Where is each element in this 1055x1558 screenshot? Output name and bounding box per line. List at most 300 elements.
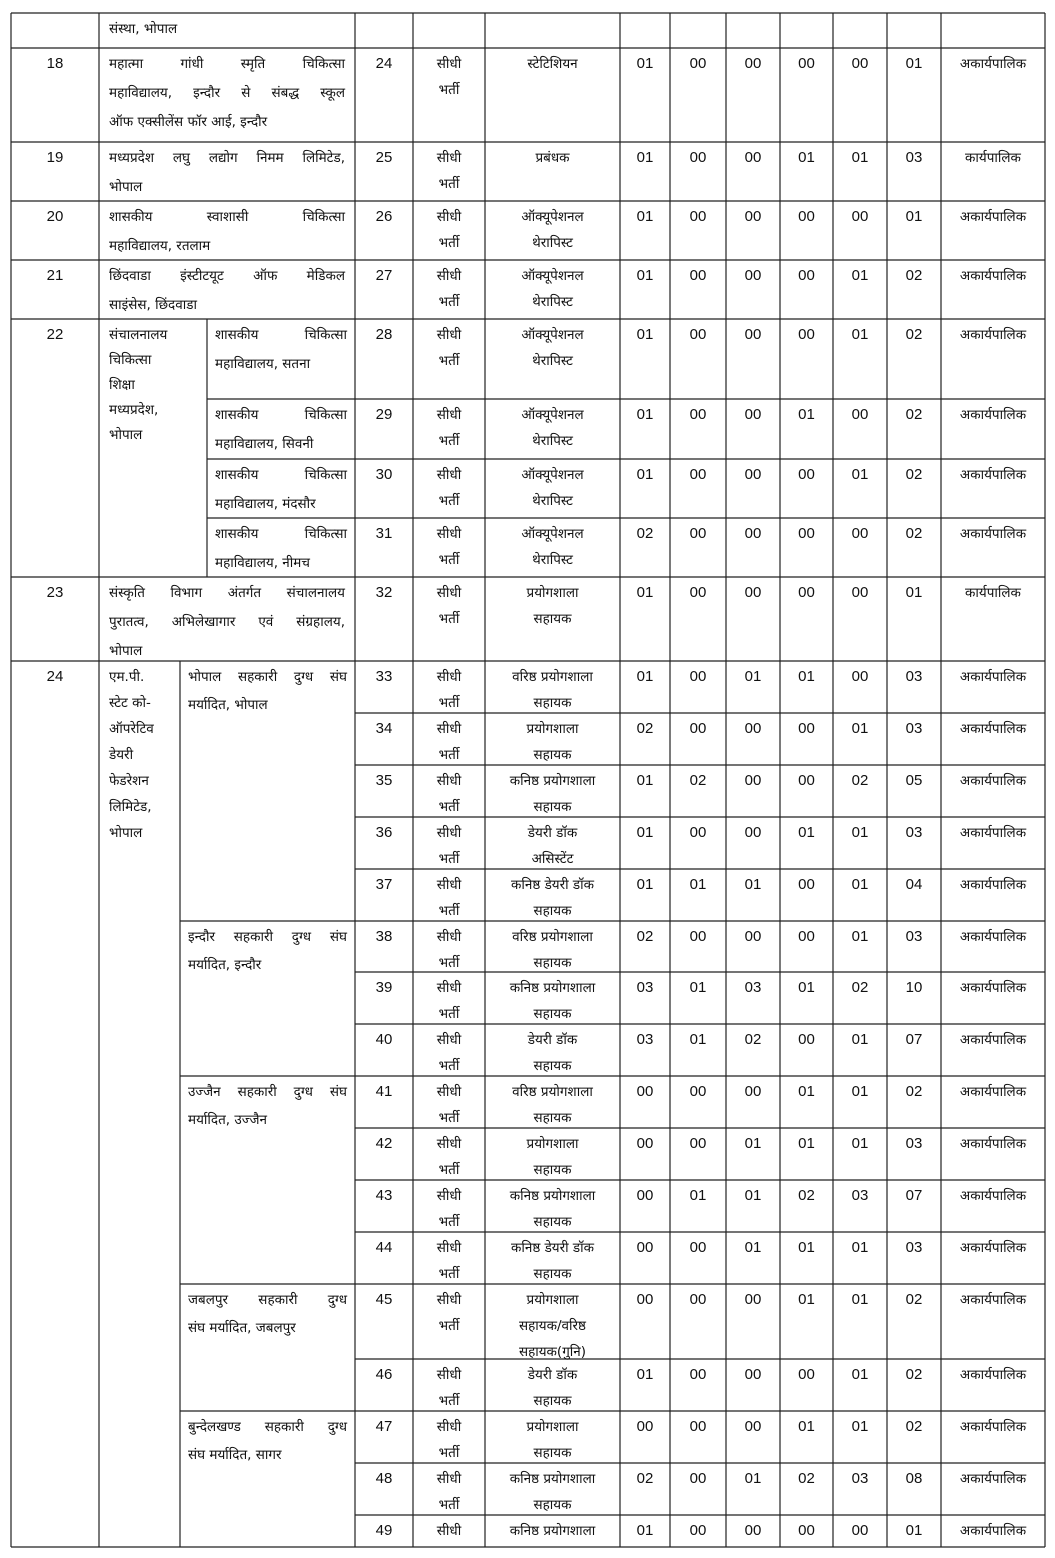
vacancy-count: 00 xyxy=(689,406,707,423)
serial-number: 20 xyxy=(46,208,64,225)
recruitment-mode: भर्ती xyxy=(438,552,460,568)
vacancy-count: 01 xyxy=(851,928,869,945)
vacancy-count: 00 xyxy=(689,1291,707,1308)
parent-department-name: फेडरेशन xyxy=(109,773,149,789)
serial-number: 24 xyxy=(46,668,64,685)
vacancy-count: 03 xyxy=(636,979,654,996)
post-name: प्रयोगशाला xyxy=(526,585,579,601)
vacancy-count: 01 xyxy=(851,267,869,284)
vacancy-count: 02 xyxy=(851,772,869,789)
vacancy-count: 03 xyxy=(905,824,923,841)
post-name: सहायक xyxy=(533,1266,572,1282)
recruitment-mode: सीधी xyxy=(436,929,462,945)
vacancy-count: 02 xyxy=(636,525,654,542)
parent-department-name: भोपाल xyxy=(109,825,143,841)
vacancy-count: 01 xyxy=(851,326,869,343)
vacancy-count: 00 xyxy=(689,1135,707,1152)
recruitment-mode: भर्ती xyxy=(438,1393,460,1409)
vacancy-count: 01 xyxy=(851,1291,869,1308)
vacancy-count: 01 xyxy=(851,149,869,166)
post-class: अकार्यपालिक xyxy=(959,1471,1027,1487)
post-name: सहायक xyxy=(533,1445,572,1461)
vacancy-count: 00 xyxy=(689,466,707,483)
post-name: थेरापिस्ट xyxy=(532,294,573,310)
vacancy-count: 00 xyxy=(689,1470,707,1487)
vacancy-count: 01 xyxy=(689,876,707,893)
vacancy-count: 01 xyxy=(798,406,815,423)
department-name: साइंसेस, छिंदवाडा xyxy=(109,297,197,313)
vacancy-count: 02 xyxy=(798,1470,815,1487)
vacancy-count: 00 xyxy=(636,1083,654,1100)
vacancy-count: 01 xyxy=(798,1418,815,1435)
vacancy-count: 00 xyxy=(798,876,815,893)
vacancy-count: 02 xyxy=(905,525,923,542)
vacancy-count: 01 xyxy=(744,1187,762,1204)
recruitment-mode: भर्ती xyxy=(438,903,460,919)
post-class: अकार्यपालिक xyxy=(959,669,1027,685)
vacancy-count: 10 xyxy=(905,979,923,996)
vacancy-count: 00 xyxy=(744,326,762,343)
vacancy-count: 01 xyxy=(689,1187,707,1204)
post-name: कनिष्ठ डेयरी डॉक xyxy=(510,877,595,893)
vacancy-count: 07 xyxy=(905,1031,923,1048)
recruitment-mode: भर्ती xyxy=(438,1214,460,1230)
milk-union-name: मर्यादित, भोपाल xyxy=(188,697,268,713)
vacancy-count: 01 xyxy=(851,1135,869,1152)
vacancy-count: 03 xyxy=(905,1239,923,1256)
post-class: अकार्यपालिक xyxy=(959,1367,1027,1383)
recruitment-mode: सीधी xyxy=(436,1084,462,1100)
recruitment-mode: भर्ती xyxy=(438,1445,460,1461)
vacancy-count: 01 xyxy=(636,584,654,601)
milk-union-name: संघ मर्यादित, जबलपुर xyxy=(188,1320,296,1336)
department-name: संस्था, भोपाल xyxy=(109,21,178,37)
vacancy-count: 01 xyxy=(636,267,654,284)
post-class: अकार्यपालिक xyxy=(959,1419,1027,1435)
department-name: भोपाल xyxy=(109,179,143,195)
post-code: 42 xyxy=(375,1135,393,1152)
vacancy-count: 01 xyxy=(851,720,869,737)
vacancy-count: 01 xyxy=(744,1239,762,1256)
vacancy-count: 01 xyxy=(689,1031,707,1048)
recruitment-mode: भर्ती xyxy=(438,82,460,98)
recruitment-mode: भर्ती xyxy=(438,1497,460,1513)
vacancy-count: 00 xyxy=(689,584,707,601)
post-name: सहायक xyxy=(533,695,572,711)
vacancy-count: 01 xyxy=(851,824,869,841)
vacancy-count: 01 xyxy=(905,1522,923,1539)
vacancy-count: 00 xyxy=(744,928,762,945)
post-name: वरिष्ठ प्रयोगशाला xyxy=(512,1084,593,1100)
department-name: छिंदवाडा इंस्टीटयूट ऑफ मेडिकल xyxy=(109,268,345,284)
post-name: थेरापिस्ट xyxy=(532,433,573,449)
vacancy-count: 01 xyxy=(744,1135,762,1152)
vacancy-count: 02 xyxy=(905,1083,923,1100)
vacancy-count: 00 xyxy=(744,149,762,166)
post-name: ऑक्यूपेशनल xyxy=(521,327,584,343)
vacancy-count: 00 xyxy=(689,326,707,343)
vacancy-count: 02 xyxy=(905,1291,923,1308)
vacancy-count: 00 xyxy=(744,525,762,542)
recruitment-mode: भर्ती xyxy=(438,695,460,711)
department-name: शासकीय चिकित्सा xyxy=(215,467,347,483)
vacancy-count: 01 xyxy=(636,326,654,343)
vacancy-count: 00 xyxy=(744,1083,762,1100)
post-name: थेरापिस्ट xyxy=(532,493,573,509)
vacancy-count: 00 xyxy=(636,1239,654,1256)
vacancy-count: 00 xyxy=(744,1291,762,1308)
post-name: सहायक xyxy=(533,1110,572,1126)
post-name: प्रयोगशाला xyxy=(526,1136,579,1152)
department-name: भोपाल xyxy=(109,643,143,659)
vacancy-count: 00 xyxy=(798,928,815,945)
recruitment-mode: सीधी xyxy=(436,1032,462,1048)
vacancy-count: 03 xyxy=(905,1135,923,1152)
vacancy-count: 01 xyxy=(636,466,654,483)
recruitment-mode: भर्ती xyxy=(438,1006,460,1022)
post-name: सहायक xyxy=(533,1393,572,1409)
vacancy-count: 01 xyxy=(851,466,869,483)
post-name: डेयरी डॉक xyxy=(527,1367,578,1383)
vacancy-count: 00 xyxy=(744,1366,762,1383)
recruitment-mode: सीधी xyxy=(436,327,462,343)
post-code: 49 xyxy=(375,1522,393,1539)
recruitment-mode: सीधी xyxy=(436,1292,462,1308)
post-class: अकार्यपालिक xyxy=(959,1240,1027,1256)
vacancy-count: 03 xyxy=(905,928,923,945)
parent-department-name: स्टेट को- xyxy=(109,695,151,711)
post-name: थेरापिस्ट xyxy=(532,353,573,369)
recruitment-mode: भर्ती xyxy=(438,1318,460,1334)
post-name: ऑक्यूपेशनल xyxy=(521,407,584,423)
vacancy-count: 02 xyxy=(905,267,923,284)
post-class: अकार्यपालिक xyxy=(959,1032,1027,1048)
post-class: अकार्यपालिक xyxy=(959,929,1027,945)
vacancy-count: 00 xyxy=(689,668,707,685)
vacancy-count: 01 xyxy=(798,1291,815,1308)
vacancy-count: 00 xyxy=(798,584,815,601)
vacancy-count: 00 xyxy=(636,1135,654,1152)
recruitment-mode: सीधी xyxy=(436,1523,462,1539)
vacancy-count: 01 xyxy=(851,1083,869,1100)
vacancy-count: 03 xyxy=(851,1470,869,1487)
vacancy-count: 01 xyxy=(798,824,815,841)
recruitment-mode: भर्ती xyxy=(438,493,460,509)
vacancy-count: 01 xyxy=(744,668,762,685)
post-name: थेरापिस्ट xyxy=(532,552,573,568)
vacancy-count: 00 xyxy=(851,208,869,225)
vacancy-count: 00 xyxy=(689,1083,707,1100)
vacancy-count: 00 xyxy=(851,668,869,685)
post-class: अकार्यपालिक xyxy=(959,773,1027,789)
department-name: संस्कृति विभाग अंतर्गत संचालनालय xyxy=(109,585,345,601)
vacancy-count: 02 xyxy=(636,928,654,945)
post-name: कनिष्ठ डेयरी डॉक xyxy=(510,1240,595,1256)
vacancy-count: 03 xyxy=(905,668,923,685)
vacancy-count: 00 xyxy=(744,584,762,601)
vacancy-count: 00 xyxy=(744,1418,762,1435)
vacancy-count: 01 xyxy=(636,55,654,72)
parent-department-name: चिकित्सा xyxy=(109,352,152,368)
post-code: 26 xyxy=(375,208,393,225)
vacancy-count: 01 xyxy=(851,1418,869,1435)
post-name: प्रयोगशाला xyxy=(526,1419,579,1435)
vacancy-count: 00 xyxy=(798,1366,815,1383)
vacancy-count: 01 xyxy=(798,1135,815,1152)
recruitment-mode: सीधी xyxy=(436,1240,462,1256)
vacancy-count: 02 xyxy=(905,326,923,343)
recruitment-mode: भर्ती xyxy=(438,1266,460,1282)
post-class: अकार्यपालिक xyxy=(959,1523,1027,1539)
vacancy-count: 00 xyxy=(744,208,762,225)
post-code: 27 xyxy=(375,267,393,284)
milk-union-name: संघ मर्यादित, सागर xyxy=(188,1447,282,1463)
post-code: 29 xyxy=(375,406,393,423)
post-code: 40 xyxy=(375,1031,393,1048)
post-code: 48 xyxy=(375,1470,393,1487)
post-code: 32 xyxy=(375,584,393,601)
vacancy-count: 03 xyxy=(744,979,762,996)
vacancy-count: 00 xyxy=(689,55,707,72)
department-name: शासकीय चिकित्सा xyxy=(215,327,347,343)
department-name: ऑफ एक्सीलेंस फॉर आई, इन्दौर xyxy=(109,114,268,130)
post-class: अकार्यपालिक xyxy=(959,1292,1027,1308)
vacancy-count: 05 xyxy=(905,772,923,789)
vacancy-count: 02 xyxy=(851,979,869,996)
vacancy-count: 01 xyxy=(851,1239,869,1256)
vacancy-count: 00 xyxy=(744,824,762,841)
vacancy-count: 03 xyxy=(905,720,923,737)
recruitment-mode: सीधी xyxy=(436,1471,462,1487)
vacancy-count: 00 xyxy=(798,720,815,737)
serial-number: 21 xyxy=(46,267,64,284)
department-name: महात्मा गांधी स्मृति चिकित्सा xyxy=(109,56,345,72)
department-name: महाविद्यालय, सिवनी xyxy=(215,436,314,452)
recruitment-mode: सीधी xyxy=(436,773,462,789)
post-class: अकार्यपालिक xyxy=(959,526,1027,542)
department-name: महाविद्यालय, रतलाम xyxy=(109,238,211,254)
vacancy-count: 00 xyxy=(851,406,869,423)
recruitment-mode: सीधी xyxy=(436,877,462,893)
post-class: कार्यपालिक xyxy=(965,585,1021,601)
vacancy-count: 00 xyxy=(689,928,707,945)
milk-union-name: भोपाल सहकारी दुग्ध संघ xyxy=(188,669,347,685)
recruitment-mode: सीधी xyxy=(436,669,462,685)
post-name: कनिष्ठ प्रयोगशाला xyxy=(509,1471,596,1487)
vacancy-count: 01 xyxy=(798,149,815,166)
vacancy-count: 01 xyxy=(636,668,654,685)
vacancy-count: 02 xyxy=(744,1031,762,1048)
department-name: शासकीय स्वाशासी चिकित्सा xyxy=(109,209,345,225)
department-name: महाविद्यालय, नीमच xyxy=(215,555,310,571)
vacancy-count: 00 xyxy=(851,525,869,542)
recruitment-mode: भर्ती xyxy=(438,1110,460,1126)
post-code: 30 xyxy=(375,466,393,483)
post-name: डेयरी डॉक xyxy=(527,1032,578,1048)
milk-union-name: जबलपुर सहकारी दुग्ध xyxy=(188,1292,347,1308)
post-class: अकार्यपालिक xyxy=(959,209,1027,225)
vacancy-count: 01 xyxy=(636,406,654,423)
vacancy-count: 01 xyxy=(636,772,654,789)
vacancy-count: 00 xyxy=(689,1418,707,1435)
post-class: अकार्यपालिक xyxy=(959,825,1027,841)
milk-union-name: मर्यादित, इन्दौर xyxy=(188,957,262,973)
department-name: मध्यप्रदेश लघु लद्योग निमम लिमिटेड, xyxy=(109,150,345,166)
post-class: अकार्यपालिक xyxy=(959,407,1027,423)
recruitment-mode: सीधी xyxy=(436,56,462,72)
vacancy-count: 00 xyxy=(851,584,869,601)
vacancy-count: 00 xyxy=(636,1291,654,1308)
post-name: सहायक xyxy=(533,955,572,971)
vacancy-count: 00 xyxy=(689,1522,707,1539)
vacancy-count: 00 xyxy=(798,466,815,483)
post-code: 44 xyxy=(375,1239,393,1256)
post-name: ऑक्यूपेशनल xyxy=(521,268,584,284)
vacancy-count: 01 xyxy=(636,1522,654,1539)
vacancy-count: 01 xyxy=(798,1239,815,1256)
vacancy-count: 00 xyxy=(798,1031,815,1048)
post-name: सहायक xyxy=(533,611,572,627)
vacancy-count: 00 xyxy=(744,1522,762,1539)
vacancy-count: 00 xyxy=(689,525,707,542)
post-code: 41 xyxy=(375,1083,393,1100)
serial-number: 22 xyxy=(46,326,64,343)
parent-department-name: ऑपरेटिव xyxy=(109,721,154,737)
milk-union-name: उज्जैन सहकारी दुग्ध संघ xyxy=(188,1084,347,1100)
recruitment-mode: सीधी xyxy=(436,526,462,542)
recruitment-mode: भर्ती xyxy=(438,235,460,251)
post-code: 39 xyxy=(375,979,393,996)
vacancy-count: 00 xyxy=(689,720,707,737)
recruitment-mode: भर्ती xyxy=(438,955,460,971)
vacancy-count: 01 xyxy=(851,876,869,893)
department-name: शासकीय चिकित्सा xyxy=(215,526,347,542)
vacancy-count: 00 xyxy=(689,267,707,284)
parent-department-name: मध्यप्रदेश, xyxy=(109,402,159,418)
vacancy-count: 07 xyxy=(905,1187,923,1204)
recruitment-mode: भर्ती xyxy=(438,433,460,449)
post-name: डेयरी डॉक xyxy=(527,825,578,841)
post-class: अकार्यपालिक xyxy=(959,1136,1027,1152)
vacancy-count: 00 xyxy=(798,55,815,72)
recruitment-mode: सीधी xyxy=(436,980,462,996)
post-class: अकार्यपालिक xyxy=(959,327,1027,343)
recruitment-mode: भर्ती xyxy=(438,176,460,192)
post-name: ऑक्यूपेशनल xyxy=(521,467,584,483)
recruitment-mode: सीधी xyxy=(436,407,462,423)
post-name: सहायक/वरिष्ठ xyxy=(518,1318,586,1334)
post-code: 25 xyxy=(375,149,393,166)
post-name: कनिष्ठ प्रयोगशाला xyxy=(509,773,596,789)
vacancy-count: 00 xyxy=(851,55,869,72)
department-name: महाविद्यालय, सतना xyxy=(215,356,311,372)
recruitment-mode: सीधी xyxy=(436,467,462,483)
vacancy-count: 03 xyxy=(851,1187,869,1204)
vacancy-count: 01 xyxy=(744,876,762,893)
vacancy-count: 01 xyxy=(905,584,923,601)
post-name: ऑक्यूपेशनल xyxy=(521,209,584,225)
post-name: सहायक(गुनि) xyxy=(518,1344,587,1360)
post-code: 24 xyxy=(375,55,393,72)
post-name: सहायक xyxy=(533,903,572,919)
post-name: सहायक xyxy=(533,799,572,815)
vacancy-count: 02 xyxy=(798,1187,815,1204)
vacancy-count: 00 xyxy=(798,1522,815,1539)
serial-number: 23 xyxy=(46,584,64,601)
post-name: सहायक xyxy=(533,747,572,763)
post-code: 46 xyxy=(375,1366,393,1383)
vacancy-count: 01 xyxy=(636,149,654,166)
post-name: सहायक xyxy=(533,1162,572,1178)
vacancy-count: 00 xyxy=(744,772,762,789)
post-code: 36 xyxy=(375,824,393,841)
recruitment-mode: भर्ती xyxy=(438,1058,460,1074)
vacancy-count: 02 xyxy=(905,466,923,483)
parent-department-name: डेयरी xyxy=(109,747,134,763)
department-name: शासकीय चिकित्सा xyxy=(215,407,347,423)
vacancy-count: 01 xyxy=(851,1031,869,1048)
vacancy-count: 00 xyxy=(689,1366,707,1383)
post-name: सहायक xyxy=(533,1058,572,1074)
post-name: वरिष्ठ प्रयोगशाला xyxy=(512,669,593,685)
post-code: 28 xyxy=(375,326,393,343)
department-name: महाविद्यालय, इन्दौर से संबद्ध स्कूल xyxy=(109,85,345,101)
vacancy-count: 02 xyxy=(636,1470,654,1487)
post-class: अकार्यपालिक xyxy=(959,56,1027,72)
post-name: कनिष्ठ प्रयोगशाला xyxy=(509,1523,596,1539)
post-class: अकार्यपालिक xyxy=(959,721,1027,737)
post-name: ऑक्यूपेशनल xyxy=(521,526,584,542)
department-name: पुरातत्व, अभिलेखागार एवं संग्रहालय, xyxy=(109,614,345,630)
vacancy-count: 02 xyxy=(905,1418,923,1435)
vacancy-count: 01 xyxy=(689,979,707,996)
milk-union-name: मर्यादित, उज्जैन xyxy=(188,1112,267,1128)
post-class: अकार्यपालिक xyxy=(959,467,1027,483)
vacancy-count: 08 xyxy=(905,1470,923,1487)
vacancy-count: 02 xyxy=(636,720,654,737)
post-name: सहायक xyxy=(533,1497,572,1513)
post-code: 34 xyxy=(375,720,393,737)
post-name: कनिष्ठ प्रयोगशाला xyxy=(509,980,596,996)
vacancy-count: 03 xyxy=(636,1031,654,1048)
vacancy-count: 00 xyxy=(798,208,815,225)
vacancy-count: 03 xyxy=(905,149,923,166)
recruitment-mode: भर्ती xyxy=(438,294,460,310)
post-name: वरिष्ठ प्रयोगशाला xyxy=(512,929,593,945)
post-class: अकार्यपालिक xyxy=(959,1188,1027,1204)
vacancy-count: 01 xyxy=(851,1366,869,1383)
recruitment-mode: सीधी xyxy=(436,825,462,841)
milk-union-name: बुन्देलखण्ड सहकारी दुग्ध xyxy=(188,1419,347,1435)
recruitment-mode: सीधी xyxy=(436,585,462,601)
vacancy-count: 02 xyxy=(689,772,707,789)
serial-number: 18 xyxy=(46,55,64,72)
parent-department-name: एम.पी. xyxy=(109,669,145,685)
recruitment-mode: सीधी xyxy=(436,209,462,225)
post-name: कनिष्ठ प्रयोगशाला xyxy=(509,1188,596,1204)
vacancy-count: 00 xyxy=(798,326,815,343)
recruitment-mode: भर्ती xyxy=(438,747,460,763)
post-class: अकार्यपालिक xyxy=(959,268,1027,284)
vacancy-count: 01 xyxy=(798,1083,815,1100)
vacancy-count: 00 xyxy=(689,824,707,841)
recruitment-mode: भर्ती xyxy=(438,1162,460,1178)
vacancy-count: 00 xyxy=(744,406,762,423)
post-code: 43 xyxy=(375,1187,393,1204)
vacancy-count: 00 xyxy=(744,720,762,737)
recruitment-mode: भर्ती xyxy=(438,851,460,867)
recruitment-mode: सीधी xyxy=(436,1419,462,1435)
